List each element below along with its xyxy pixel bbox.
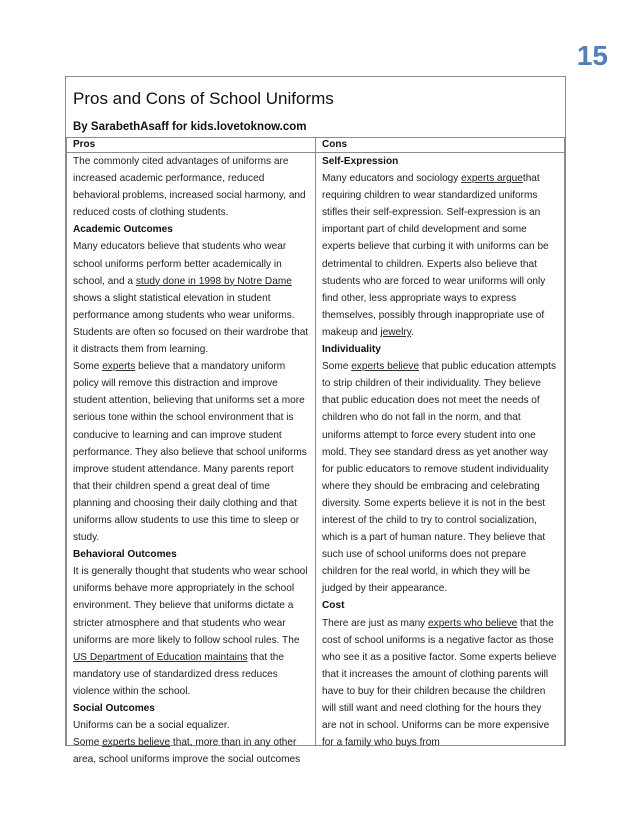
- academic-outcomes-heading: Academic Outcomes: [73, 224, 173, 236]
- self-expression-heading: Self-Expression: [322, 156, 399, 167]
- cons-cell: [316, 153, 565, 749]
- social-paragraph-1: Uniforms can be a social equalizer.: [73, 720, 230, 732]
- us-department-of-education-link[interactable]: US Department of Education maintains: [73, 651, 248, 663]
- pros-cell: [67, 153, 316, 766]
- experts-believe-link-cons[interactable]: experts believe: [351, 361, 420, 373]
- social-paragraph-2: Some experts believe that, more than in any other area, school uniforms improve the social outcomes: [73, 737, 301, 766]
- behavioral-paragraph: It is generally thought that students who wear school uniforms behave more appropriately in the school environment. They believe that uniforms dictate a stricter atmosphere and that students who wear uniforms are more likely to follow school rules. The US Department of Education maintains that the mandatory use of standardized dress reduces violence within the school.: [73, 566, 308, 697]
- experts-argue-link[interactable]: experts argue: [461, 173, 523, 185]
- academic-paragraph-2: Some experts believe that a mandatory uniform policy will remove this distraction and improve student attention, believing that uniforms set a more serious tone within the school environment that is conducive to learning and can improve student performance. They also believe that school uniforms improve student attendance. Many parents report that their children spend a great deal of time planning and choosing their daily clothing and that uniforms allow students to use this time to sleep or study.: [73, 361, 307, 544]
- cost-heading: Cost: [322, 600, 345, 612]
- behavioral-outcomes-heading: Behavioral Outcomes: [73, 549, 177, 561]
- pros-header: Pros: [67, 138, 316, 153]
- document-box: [65, 76, 566, 766]
- experts-who-believe-link[interactable]: experts who believe: [428, 617, 518, 629]
- title-area: [66, 77, 565, 137]
- academic-paragraph-1: Many educators believe that students who wear school uniforms perform better academically in school, and a study done in 1998 by Notre Dame shows a slight statistical elevation in student performance among students who wear uniforms. Students are often so focused on their wardrobe that it distracts them from learning.: [73, 241, 309, 356]
- cost-paragraph: There are just as many experts who believe that the cost of school uniforms is a negative factor as those who see it as a positive factor. Some experts believe that it increases the amount of clothing parents will have to buy for their children because the children will still want and need clothing for the hours they are not in school. Uniforms can be more expensive for a family who buys from: [322, 617, 557, 749]
- self-expression-paragraph: Many educators and sociology experts arguethat requiring children to wear standardized uniforms stifles their self-expression. Self-expression is an important part of child development and some experts believe that curbing it with uniforms can be detrimental to children. Experts also believe that students who are forced to wear uniforms will only find other, less appropriate ways to express themselves, possibly through inappropriate use of makeup and jewelry.: [322, 173, 549, 338]
- pros-intro: The commonly cited advantages of uniforms are increased academic performance, reduced behavioral problems, increased social harmony, and reduced costs of clothing students.: [73, 156, 306, 219]
- social-outcomes-heading: Social Outcomes: [73, 703, 155, 714]
- experts-link[interactable]: experts: [102, 361, 136, 373]
- page-number: 15: [576, 40, 608, 71]
- individuality-paragraph: Some experts believe that public education attempts to strip children of their individuality. They believe that public education does not meet the needs of children who do not fall in the norm, and that uniforms attempt to force every student into one mold. They see standard dress as yet another way for public educators to remove student individuality where they should be embracing and celebrating diversity. Some experts believe it is not in the best interest of the child to try to control socialization, which is a part of human nature. They believe that such use of school uniforms does not prepare children for the real world, in which they will be judged by their appearance.: [322, 361, 557, 595]
- experts-believe-link[interactable]: experts believe: [102, 737, 171, 749]
- pros-cons-table: [66, 137, 565, 766]
- jewelry-link[interactable]: jewelry: [380, 326, 412, 338]
- individuality-heading: Individuality: [322, 344, 381, 356]
- cons-header: Cons: [316, 138, 565, 153]
- document-title: Pros and Cons of School Uniforms: [73, 89, 334, 108]
- notre-dame-study-link[interactable]: study done in 1998 by Notre Dame: [135, 275, 292, 287]
- byline: By SarabethAsaff for kids.lovetoknow.com: [73, 121, 307, 133]
